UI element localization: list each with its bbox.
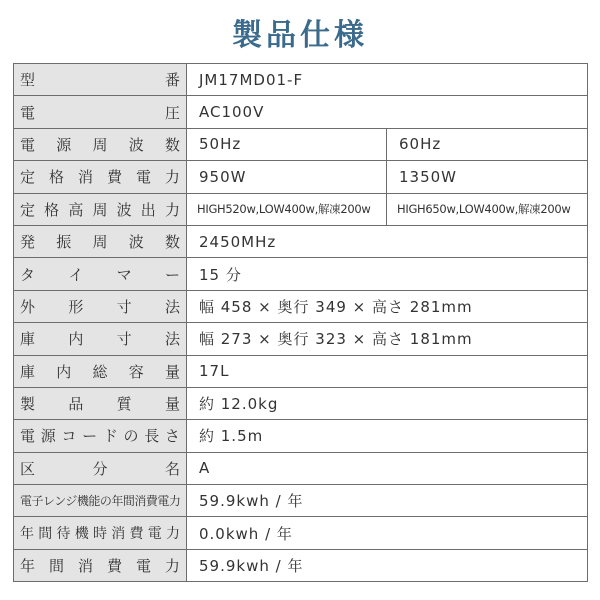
spec-row [14,128,588,160]
spec-label-char: 消 [111,526,126,543]
spec-value: 2450MHz [187,225,588,257]
spec-label-char: 消 [77,557,93,576]
spec-label-char: ー [164,265,180,284]
spec-label-char: 力 [166,526,180,543]
spec-label-char: 力 [164,200,180,219]
spec-label-char: 年 [20,557,36,576]
spec-value: 59.9kwh / 年 [187,549,588,581]
spec-label-char: 費 [106,557,122,576]
spec-value-60hz: 1350W [387,161,588,193]
spec-label [14,258,187,290]
spec-label-char: 定 [20,168,36,187]
page-title: 製品仕様 [232,18,368,53]
spec-value-60hz: 60Hz [387,128,588,160]
spec-label-char: 高 [68,200,84,219]
spec-label-char: マ [116,265,132,284]
spec-label-char: 出 [140,200,156,219]
spec-row [14,355,588,387]
spec-label-char: 発 [20,233,36,252]
spec-label-char: 番 [164,71,180,90]
spec-label-char: 量 [164,362,180,381]
spec-row [14,64,588,96]
spec-label-char: 力 [164,168,180,187]
spec-label-char: タ [20,265,36,284]
spec-row [14,517,588,549]
spec-label-char: 波 [116,200,132,219]
spec-label-char: 品 [68,395,84,414]
spec-value: 約 12.0kg [187,387,588,419]
spec-label [14,387,187,419]
spec-label-char: 容 [128,362,144,381]
spec-label-char: 型 [20,71,36,90]
spec-row [14,323,588,355]
spec-value: AC100V [187,96,588,128]
spec-label-char: 格 [48,168,64,187]
spec-value: 幅 458 × 奥行 349 × 高さ 281mm [187,290,588,322]
spec-label-char: 区 [20,459,36,478]
spec-label-char: 質 [116,395,132,414]
spec-row [14,549,588,581]
spec-label-char: 周 [92,233,108,252]
spec-label-char: 名 [164,459,180,478]
spec-row [14,96,588,128]
spec-row [14,161,588,193]
spec-row [14,225,588,257]
spec-label [14,96,187,128]
spec-label-char: 外 [20,297,36,316]
spec-label-char: コ [61,427,77,446]
spec-label-char: 分 [92,459,108,478]
spec-label-char: さ [164,427,180,446]
spec-label-char: 周 [92,135,108,154]
spec-table [13,63,588,582]
spec-label [14,485,187,517]
spec-label-char: 長 [144,427,160,446]
spec-label [14,225,187,257]
spec-label [14,355,187,387]
spec-label [14,420,187,452]
spec-label-char: 総 [92,362,108,381]
spec-value-50hz: 950W [187,161,387,193]
spec-label-char: 待 [56,526,71,543]
spec-label [14,549,187,581]
spec-label-char: 電子レンジ機能の年間消費電力 [20,494,181,509]
spec-label-char: 製 [20,395,36,414]
spec-label-char: 数 [164,233,180,252]
spec-row [14,452,588,484]
spec-label-char: 年 [20,526,34,543]
spec-label-char: 寸 [116,330,132,349]
spec-label-char: 庫 [20,362,36,381]
spec-label-char: 法 [164,297,180,316]
spec-label-char: 振 [56,233,72,252]
spec-label [14,128,187,160]
spec-label-char: 力 [164,557,180,576]
spec-label [14,290,187,322]
spec-label-char: 間 [48,557,64,576]
spec-value-50hz: HIGH520w,LOW400w,解凍200w [187,193,387,225]
spec-label-char: 数 [164,135,180,154]
spec-label-char: 内 [68,330,84,349]
spec-label-char: 電 [135,557,151,576]
spec-label [14,161,187,193]
spec-label-char: 機 [74,526,89,543]
spec-label-char: 定 [20,200,36,219]
spec-label-char: イ [68,265,84,284]
spec-label-char: 格 [44,200,60,219]
spec-row [14,258,588,290]
spec-row [14,387,588,419]
spec-label-char: 波 [128,135,144,154]
spec-label-char: 源 [40,427,56,446]
spec-value-60hz: HIGH650w,LOW400w,解凍200w [387,193,588,225]
spec-label-char: 源 [56,135,72,154]
spec-value: JM17MD01-F [187,64,588,96]
spec-label [14,193,187,225]
spec-label-char: 寸 [116,297,132,316]
spec-label-char: 波 [128,233,144,252]
spec-row [14,290,588,322]
spec-label-char: 法 [164,330,180,349]
spec-label [14,517,187,549]
spec-label-char: の [123,427,139,446]
spec-label [14,323,187,355]
spec-label-char: 電 [20,427,36,446]
spec-label-char: 電 [147,526,162,543]
spec-value: 0.0kwh / 年 [187,517,588,549]
spec-label-char: 消 [77,168,93,187]
spec-label-char: 電 [20,103,36,122]
spec-label-char: 費 [106,168,122,187]
spec-label-char: 量 [164,395,180,414]
spec-label-char: 圧 [164,103,180,122]
spec-row [14,485,588,517]
spec-label-char: 費 [129,526,144,543]
spec-value: 15 分 [187,258,588,290]
spec-value: 17L [187,355,588,387]
spec-label-char: 形 [68,297,84,316]
spec-value-50hz: 50Hz [187,128,387,160]
spec-label-char: 電 [135,168,151,187]
spec-label [14,452,187,484]
spec-label-char: ー [82,427,98,446]
spec-label-char: 周 [92,200,108,219]
spec-label-char: 時 [93,526,107,543]
spec-value: A [187,452,588,484]
spec-row [14,193,588,225]
spec-label-char: 電 [20,135,36,154]
spec-label-char: ド [102,427,118,446]
spec-row [14,420,588,452]
spec-value: 約 1.5m [187,420,588,452]
spec-label-char: 内 [56,362,72,381]
spec-label-char: 間 [38,526,53,543]
spec-value: 59.9kwh / 年 [187,485,588,517]
spec-value: 幅 273 × 奥行 323 × 高さ 181mm [187,323,588,355]
spec-label [14,64,187,96]
spec-label-char: 庫 [20,330,36,349]
